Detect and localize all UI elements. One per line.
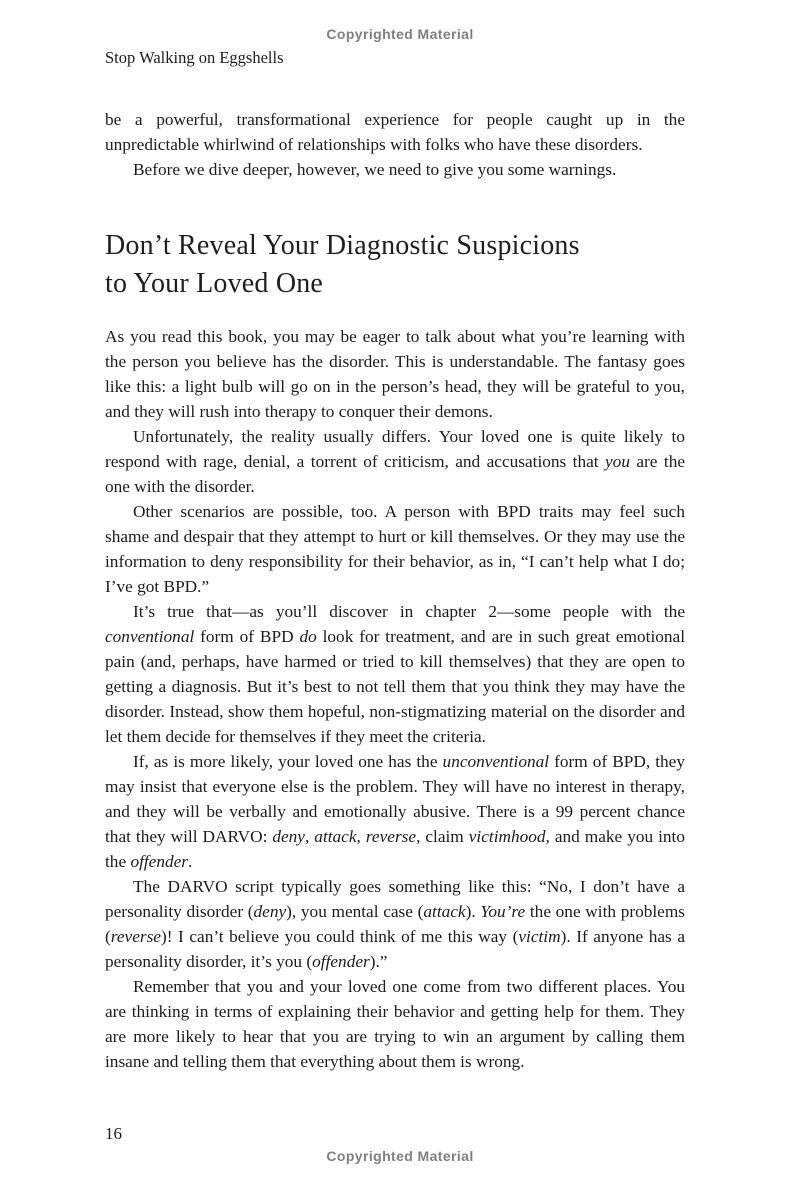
text-segment: are the one with the disorder. — [105, 452, 685, 496]
italic-text-segment: unconventional — [442, 752, 550, 771]
text-segment: look for treatment, and are in such great emotional pain (and, perhaps, have harmed or tried to kill themselves) that they are open to getting a diagnosis. But it’s best to not tell them that you think they may have the disorder. Instead, show them hopeful, non-stigmatizing material on the disorder and let them decide for themselves if they meet the criteria. — [105, 627, 685, 746]
italic-text-segment: You’re — [480, 902, 526, 921]
paragraph — [105, 749, 685, 874]
paragraph — [105, 424, 685, 499]
italic-text-segment: deny — [272, 827, 305, 846]
text-segment: Unfortunately, the reality usually differs. Your loved one is quite likely to respond with rage, denial, a torrent of criticism, and accusations that — [105, 427, 685, 471]
italic-text-segment: attack — [423, 902, 466, 921]
page-body — [105, 107, 685, 1074]
italic-text-segment: conventional — [105, 627, 195, 646]
text-segment: . — [188, 852, 193, 871]
text-segment: form of BPD — [194, 627, 300, 646]
paragraph — [105, 157, 685, 182]
section-heading — [105, 227, 685, 303]
italic-text-segment: do — [299, 627, 317, 646]
paragraph — [105, 499, 685, 599]
text-segment: )! I can’t believe you could think of me this way ( — [160, 927, 519, 946]
text-segment: form of BPD, they may insist that everyone else is the problem. They will have no interest in therapy, and they will be verbally and emotionally abusive. There is a 99 percent chance that they will DARVO: — [105, 752, 685, 846]
italic-text-segment: victim — [518, 927, 561, 946]
text-segment: , and make you into the — [105, 827, 685, 871]
text-segment: ). — [465, 902, 481, 921]
paragraph — [105, 107, 685, 157]
text-segment: Other scenarios are possible, too. A person with BPD traits may feel such shame and despair that they attempt to hurt or kill themselves. Or they may use the information to deny responsibility for their behavior, as in, “I can’t help what I do; I’ve got BPD.” — [105, 502, 685, 596]
text-segment: ). If anyone has a personality disorder, it’s you ( — [105, 927, 685, 971]
text-segment: Before we dive deeper, however, we need to give you some warnings. — [133, 160, 617, 179]
section-heading-line-1: Don’t Reveal Your Diagnostic Suspicions — [105, 230, 580, 261]
text-segment: If, as is more likely, your loved one has the — [133, 752, 443, 771]
paragraph — [105, 324, 685, 424]
running-header: Stop Walking on Eggshells — [105, 48, 284, 67]
italic-text-segment: deny — [253, 902, 287, 921]
text-segment: , claim — [416, 827, 469, 846]
text-segment: ).” — [369, 952, 388, 971]
italic-text-segment: offender — [312, 952, 370, 971]
section-heading-line-2: to Your Loved One — [105, 268, 324, 299]
text-segment: It’s true that—as you’ll discover in chapter 2—some people with the — [133, 602, 685, 621]
text-segment: As you read this book, you may be eager to talk about what you’re learning with the person you believe has the disorder. This is understandable. The fantasy goes like this: a light bulb will go on in the person’s head, they will be grateful to you, and they will rush into therapy to conquer their demons. — [105, 327, 685, 421]
paragraph — [105, 599, 685, 749]
text-segment: , — [304, 827, 315, 846]
section-paragraphs — [105, 324, 685, 1074]
text-segment: the one with problems ( — [105, 902, 686, 946]
italic-text-segment: victimhood — [468, 827, 546, 846]
text-segment: The DARVO script typically goes something like this: “No, I don’t have a personality disorder ( — [105, 877, 685, 921]
italic-text-segment: you — [605, 452, 630, 471]
paragraph — [105, 974, 685, 1074]
text-segment: , — [356, 827, 366, 846]
opening-paragraphs — [105, 107, 685, 182]
copyright-notice-bottom: Copyrighted Material — [326, 1148, 474, 1164]
italic-text-segment: attack — [314, 827, 357, 846]
copyright-notice-top: Copyrighted Material — [326, 26, 474, 42]
page-number: 16 — [105, 1124, 122, 1143]
italic-text-segment: offender — [130, 852, 189, 871]
italic-text-segment: reverse — [110, 927, 161, 946]
italic-text-segment: reverse — [365, 827, 417, 846]
paragraph — [105, 874, 685, 974]
text-segment: ), you mental case ( — [286, 902, 424, 921]
text-segment: be a powerful, transformational experience for people caught up in the unpredictable whirlwind of relationships with folks who have these disorders. — [105, 110, 685, 154]
text-segment: Remember that you and your loved one come from two different places. You are thinking in terms of explaining their behavior and getting help for them. They are more likely to hear that you are trying to win an argument by calling them insane and telling them that everything about them is wrong. — [105, 977, 685, 1071]
